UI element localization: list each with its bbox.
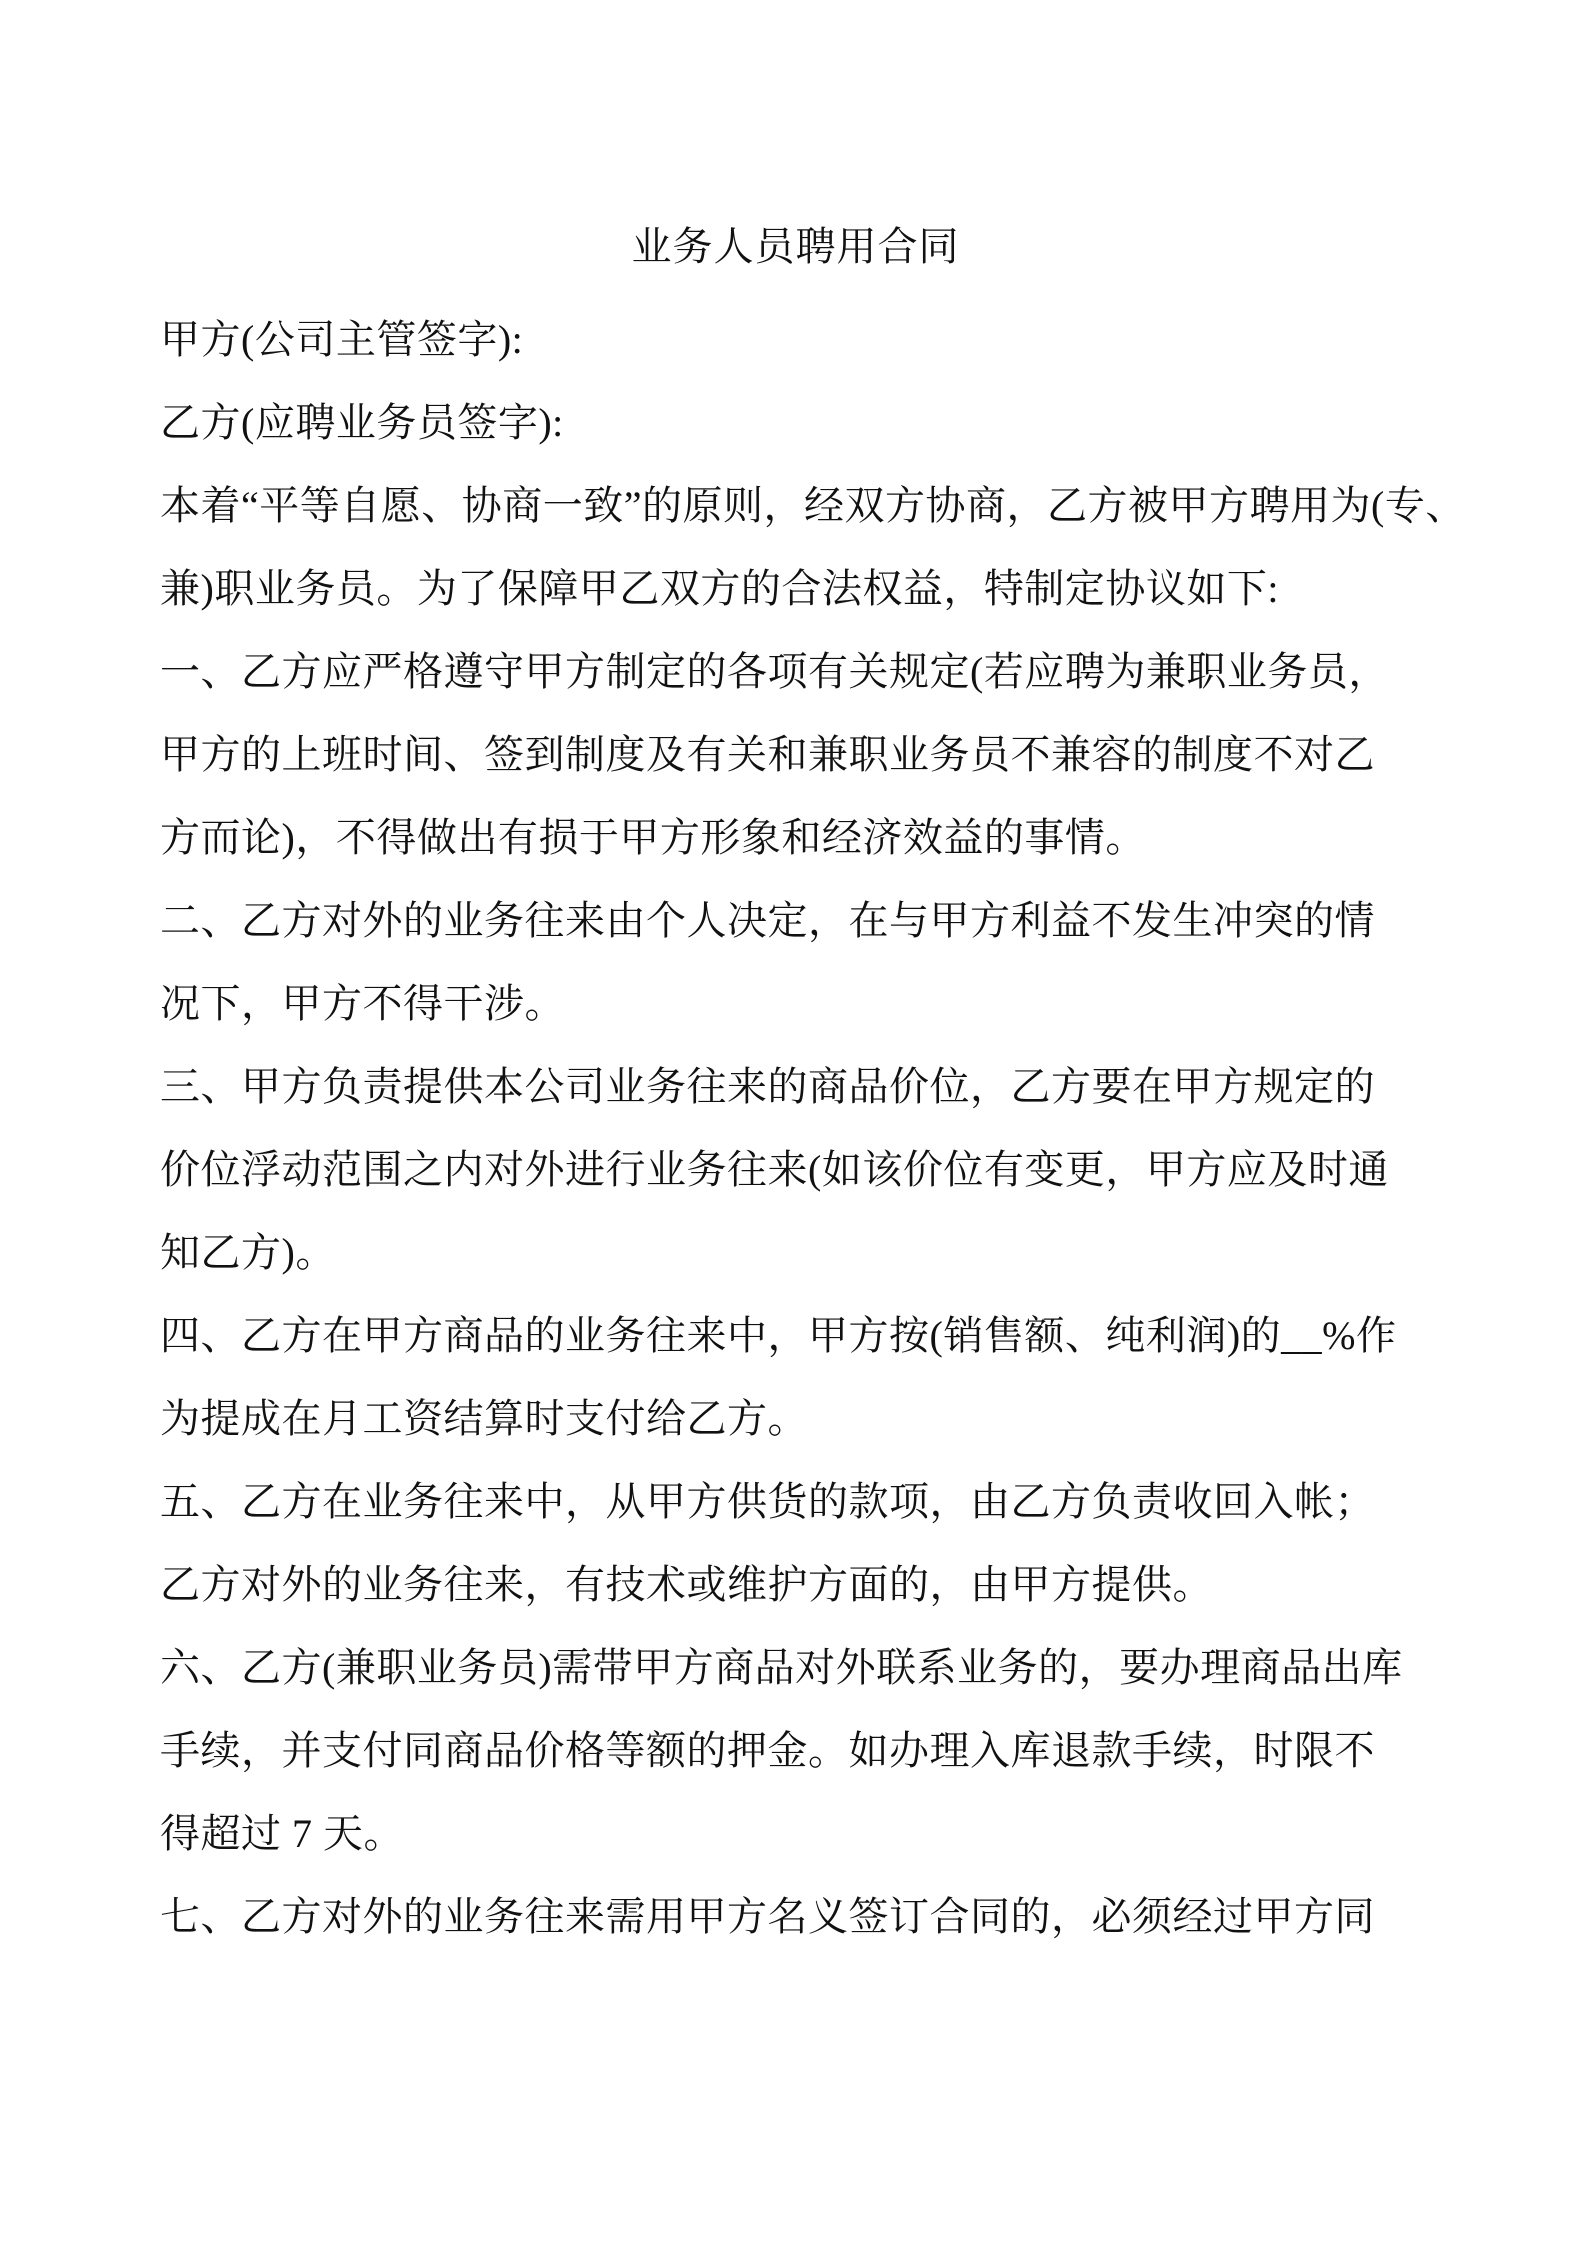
contract-line: 甲方(公司主管签字): <box>160 317 524 362</box>
contract-line: 二、乙方对外的业务往来由个人决定，在与甲方利益不发生冲突的情 <box>160 898 1375 943</box>
contract-line: 一、乙方应严格遵守甲方制定的各项有关规定(若应聘为兼职业务员， <box>160 649 1389 694</box>
contract-line: 得超过 7 天。 <box>160 1811 404 1856</box>
contract-line: 甲方的上班时间、签到制度及有关和兼职业务员不兼容的制度不对乙 <box>160 732 1375 777</box>
contract-line: 知乙方)。 <box>160 1230 336 1275</box>
contract-line: 况下，甲方不得干涉。 <box>160 981 565 1026</box>
contract-line: 乙方对外的业务往来，有技术或维护方面的，由甲方提供。 <box>160 1562 1213 1607</box>
contract-line: 四、乙方在甲方商品的业务往来中，甲方按(销售额、纯利润)的__%作 <box>160 1313 1397 1358</box>
document-title: 业务人员聘用合同 <box>631 224 960 269</box>
document-body <box>160 298 1466 1958</box>
contract-line: 手续，并支付同商品价格等额的押金。如办理入库退款手续，时限不 <box>160 1728 1375 1773</box>
contract-line: 价位浮动范围之内对外进行业务往来(如该价位有变更，甲方应及时通 <box>160 1147 1389 1192</box>
contract-line: 三、甲方负责提供本公司业务往来的商品价位，乙方要在甲方规定的 <box>160 1064 1375 1109</box>
contract-line: 五、乙方在业务往来中，从甲方供货的款项，由乙方负责收回入帐； <box>160 1479 1375 1524</box>
contract-line: 为提成在月工资结算时支付给乙方。 <box>160 1396 808 1441</box>
contract-line: 七、乙方对外的业务往来需用甲方名义签订合同的，必须经过甲方同 <box>160 1894 1375 1939</box>
contract-line: 乙方(应聘业务员签字): <box>160 400 564 445</box>
contract-line: 本着“平等自愿、协商一致”的原则，经双方协商，乙方被甲方聘用为(专、 <box>160 483 1466 528</box>
contract-line: 兼)职业务员。为了保障甲乙双方的合法权益，特制定协议如下: <box>160 566 1279 611</box>
contract-line: 六、乙方(兼职业务员)需带甲方商品对外联系业务的，要办理商品出库 <box>160 1645 1403 1690</box>
contract-line: 方而论)，不得做出有损于甲方形象和经济效益的事情。 <box>160 815 1146 860</box>
